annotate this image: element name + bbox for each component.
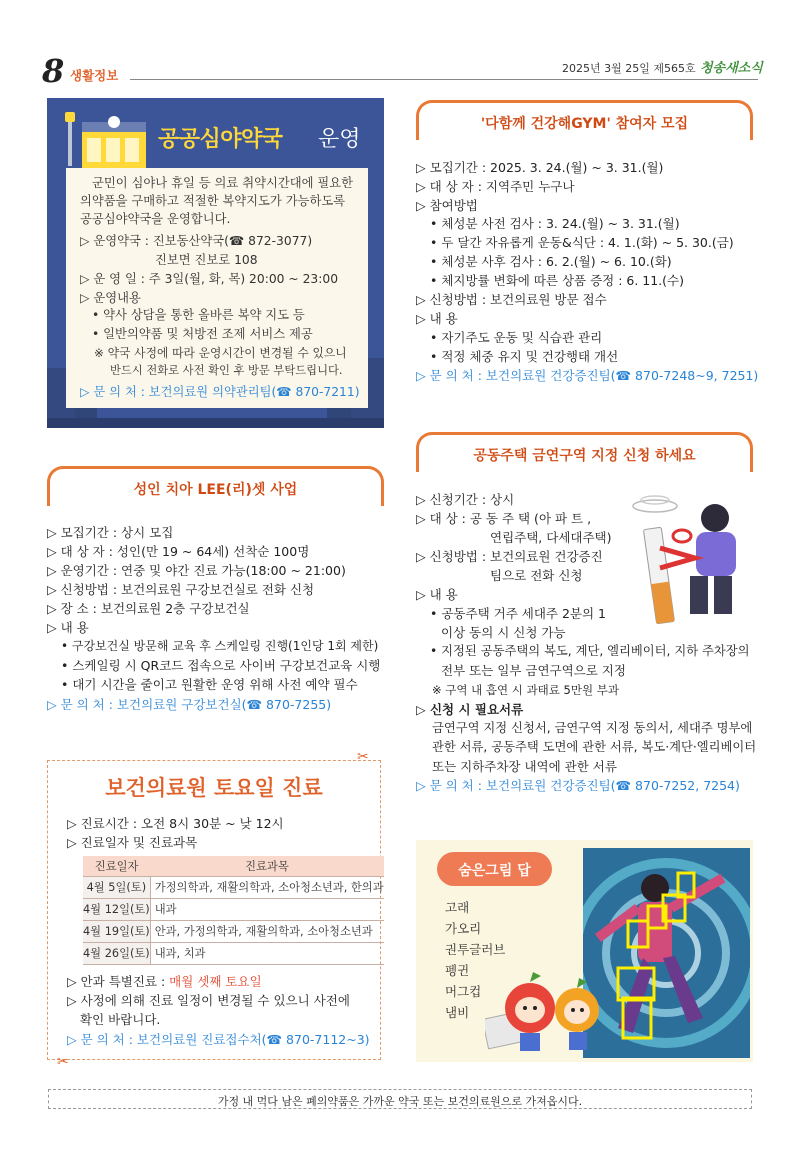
- nosmoke-line: ▷ 신청기간 : 상시: [416, 492, 515, 507]
- table-cell-department: 안과, 가정의학과, 재활의학과, 소아청소년과: [150, 920, 383, 942]
- scissors-icon: ✂: [357, 749, 369, 765]
- pharmacy-intro-1: 군민이 심야나 휴일 등 의료 취약시간대에 필요한: [92, 176, 354, 190]
- section-name: 생활정보: [70, 68, 119, 83]
- gym-line: • 적정 체중 유지 및 건강행태 개선: [430, 349, 619, 364]
- scissors-icon: ✂: [57, 1054, 69, 1070]
- saturday-line: ▷ 진료일자 및 진료과목: [67, 835, 198, 850]
- footer-notice: 가정 내 먹다 남은 폐의약품은 가까운 약국 또는 보건의료원으로 가져옵시다.: [48, 1089, 752, 1109]
- pharmacy-intro-2: 의약품을 구매하고 적절한 복약지도가 가능하도록: [80, 194, 346, 208]
- nosmoke-line: 이상 동의 시 신청 가능: [441, 625, 566, 640]
- special-clinic-line: [67, 972, 262, 991]
- table-header-date: 진료일자: [83, 856, 150, 876]
- nosmoke-line: • 지정된 공동주택의 복도, 계단, 엘리베이터, 지하 주차장의: [430, 644, 750, 658]
- dental-line: ▷ 신청방법 : 보건의료원 구강보건실로 전화 신청: [47, 582, 315, 597]
- dental-line: • 구강보건실 방문해 교육 후 스케일링 진행(1인당 1회 제한): [61, 639, 379, 653]
- newsletter-logo: 청송새소식: [700, 61, 763, 76]
- dental-line: ▷ 운영기간 : 연중 및 야간 진료 가능(18:00 ~ 21:00): [47, 563, 346, 578]
- pharmacy-line: • 일반의약품 및 처방전 조제 서비스 제공: [92, 327, 313, 341]
- pharmacy-line: 진보면 진보로 108: [155, 253, 258, 267]
- nosmoke-line: ▷ 신청방법 : 보건의료원 건강증진: [416, 549, 603, 564]
- table-cell-department: 내과, 치과: [150, 942, 383, 964]
- gym-line: ▷ 내 용: [416, 311, 458, 326]
- dental-line: ▷ 대 상 자 : 성인(만 19 ~ 64세) 선착순 100명: [47, 544, 310, 559]
- table-cell-department: 가정의학과, 재활의학과, 소아청소년과, 한의과: [150, 876, 383, 898]
- nosmoke-line: 연립주택, 다세대주택): [490, 530, 612, 545]
- hidden-answer-item: 펭귄: [445, 963, 470, 978]
- hidden-picture-artwork: [583, 848, 750, 1058]
- saturday-note: ▷ 사정에 의해 진료 일정이 변경될 수 있으니 사전에: [67, 993, 350, 1008]
- table-row: [83, 920, 384, 942]
- table-header-row: [83, 856, 384, 876]
- gym-line: • 자기주도 운동 및 식습관 관리: [430, 330, 603, 345]
- gym-line: • 체성분 사전 검사 : 3. 24.(월) ~ 3. 31.(월): [430, 216, 680, 231]
- dental-line: • 스케일링 시 QR코드 접속으로 사이버 구강보건교육 시행: [61, 658, 381, 673]
- nosmoke-contact: ▷ 문 의 처 : 보건의료원 건강증진팀(☎ 870-7252, 7254): [416, 778, 740, 793]
- header-divider: [130, 79, 758, 80]
- hidden-picture-label: 숨은그림 답: [437, 852, 552, 886]
- pharmacy-sign-icon: [62, 108, 152, 168]
- nosmoke-line: 관한 서류, 공동주택 도면에 관한 서류, 복도·계단·엘리베이터: [432, 740, 757, 754]
- gym-line: ▷ 참여방법: [416, 198, 478, 213]
- dental-line: • 대기 시간을 줄이고 원활한 운영 위해 사전 예약 필수: [61, 677, 358, 692]
- table-row: [83, 942, 384, 964]
- pharmacy-title: 공공심야약국: [158, 127, 283, 152]
- nosmoke-line: • 공동주택 거주 세대주 2분의 1: [430, 606, 606, 621]
- pharmacy-line: • 약사 상담을 통한 올바른 복약 지도 등: [92, 308, 305, 322]
- hidden-answer-item: 권투글러브: [445, 942, 506, 957]
- table-row: [83, 876, 384, 898]
- pharmacy-note: 반드시 전화로 사전 확인 후 방문 부탁드립니다.: [110, 364, 343, 377]
- hidden-answer-item: 고래: [445, 900, 470, 915]
- table-cell-date: 4월 19일(토): [83, 920, 150, 942]
- special-clinic-value: 매월 셋째 토요일: [169, 974, 262, 989]
- gym-line: • 체지방률 변화에 따른 상품 증정 : 6. 11.(수): [430, 273, 684, 288]
- saturday-note: 확인 바랍니다.: [80, 1012, 161, 1027]
- nosmoke-line: ▷ 신청 시 필요서류: [416, 702, 524, 717]
- gym-contact: ▷ 문 의 처 : 보건의료원 건강증진팀(☎ 870-7248~9, 7251): [416, 368, 759, 383]
- nosmoke-line: ▷ 내 용: [416, 587, 458, 602]
- pharmacy-line: ▷ 운영내용: [80, 291, 141, 305]
- gym-line: ▷ 신청방법 : 보건의료원 방문 접수: [416, 292, 607, 307]
- saturday-schedule-table: [83, 856, 384, 965]
- nosmoke-line: 전부 또는 일부 금연구역으로 지정: [441, 663, 626, 678]
- hidden-answer-item: 가오리: [445, 921, 482, 936]
- table-cell-date: 4월 26일(토): [83, 942, 150, 964]
- hidden-answer-item: 머그컵: [445, 984, 482, 999]
- pharmacy-line: ▷ 운영약국 : 진보동산약국(☎ 872-3077): [80, 234, 313, 248]
- page-number: 8: [42, 52, 65, 90]
- nosmoke-line: 또는 지하주차장 내역에 관한 서류: [432, 759, 617, 774]
- pharmacy-contact: ▷ 문 의 처 : 보건의료원 의약관리팀(☎ 870-7211): [80, 385, 360, 399]
- pharmacy-intro-3: 공공심야약국을 운영합니다.: [80, 212, 231, 226]
- nosmoke-line: ▷ 대 상 : 공 동 주 택 (아 파 트 ,: [416, 511, 592, 526]
- saturday-line: ▷ 진료시간 : 오전 8시 30분 ~ 낮 12시: [67, 816, 284, 831]
- table-cell-date: 4월 5일(토): [83, 876, 150, 898]
- cutting-cigarette-illustration: [620, 488, 750, 630]
- table-row: [83, 898, 384, 920]
- gym-line: • 체성분 사후 검사 : 6. 2.(월) ~ 6. 10.(화): [430, 254, 672, 269]
- dental-contact: ▷ 문 의 처 : 보건의료원 구강보건실(☎ 870-7255): [47, 697, 332, 712]
- gym-title: '다함께 건강해GYM' 참여자 모집: [416, 100, 753, 140]
- nosmoke-line: 팀으로 전화 신청: [490, 568, 583, 583]
- table-cell-department: 내과: [150, 898, 383, 920]
- dental-line: ▷ 모집기간 : 상시 모집: [47, 525, 174, 540]
- pharmacy-line: ▷ 운 영 일 : 주 3일(월, 화, 목) 20:00 ~ 23:00: [80, 272, 339, 286]
- nosmoke-note: ※ 구역 내 흡연 시 과태료 5만원 부과: [432, 683, 619, 697]
- gym-line: • 두 달간 자유롭게 운동&식단 : 4. 1.(화) ~ 5. 30.(금): [430, 235, 734, 250]
- table-header-department: 진료과목: [150, 856, 383, 876]
- gym-line: ▷ 모집기간 : 2025. 3. 24.(월) ~ 3. 31.(월): [416, 160, 664, 175]
- pharmacy-title-suffix: 운영: [318, 127, 361, 152]
- issue-date: 2025년 3월 25일 제565호: [562, 62, 696, 75]
- pharmacy-note: ※ 약국 사정에 따라 운영시간이 변경될 수 있으니: [94, 346, 347, 360]
- fruit-mascot-illustration: [485, 960, 605, 1055]
- dental-title: 성인 치아 LEE(리)셋 사업: [47, 466, 384, 506]
- dental-line: ▷ 장 소 : 보건의료원 2층 구강보건실: [47, 601, 250, 616]
- table-cell-date: 4월 12일(토): [83, 898, 150, 920]
- dental-line: ▷ 내 용: [47, 620, 89, 635]
- special-clinic-label: ▷ 안과 특별진료 :: [67, 974, 170, 989]
- nosmoke-line: 금연구역 지정 신청서, 금연구역 지정 동의서, 세대주 명부에: [432, 721, 753, 735]
- saturday-clinic-title: 보건의료원 토요일 진료: [105, 776, 323, 800]
- gym-line: ▷ 대 상 자 : 지역주민 누구나: [416, 179, 575, 194]
- nosmoke-title: 공동주택 금연구역 지정 신청 하세요: [416, 432, 753, 472]
- saturday-contact: ▷ 문 의 처 : 보건의료원 진료접수처(☎ 870-7112~3): [67, 1032, 370, 1047]
- hidden-answer-item: 냄비: [445, 1005, 470, 1020]
